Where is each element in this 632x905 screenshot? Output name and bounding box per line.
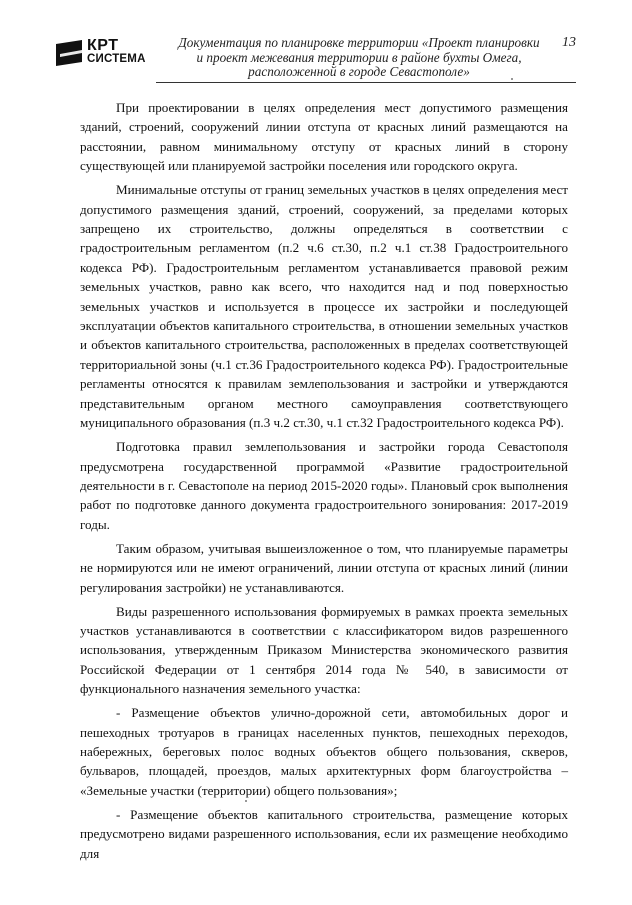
scan-speck bbox=[511, 78, 513, 80]
company-logo bbox=[56, 36, 154, 68]
document-title bbox=[164, 36, 554, 80]
page-header bbox=[56, 32, 576, 88]
logo-mark-icon bbox=[56, 40, 86, 66]
document-title-line: и проект межевания территории в районе бухты Омега, bbox=[196, 49, 522, 65]
paragraph: Виды разрешенного использования формируемых в рамках проекта земельных участков устанавливаются в соответствии с классификатором видов разрешенного использования, утвержденным Приказом Министерства экономического развития Российской Федерации от 1 сентября 2014 года № 540, в зависимости от функционального назначения земельного участка: bbox=[80, 603, 568, 697]
logo-text-line1: КРТ bbox=[87, 37, 119, 54]
document-title-line: расположенной в городе Севастополе» bbox=[248, 64, 470, 79]
document-title-line: Документация по планировке территории «Проект планировки bbox=[178, 35, 540, 50]
logo-text-line2: СИСТЕМА bbox=[87, 53, 146, 65]
paragraph: Минимальные отступы от границ земельных участков в целях определения мест допустимого размещения зданий, строений, сооружений, за пределами которых запрещено их строительство, должны определяться в соответствии с градостроительным регламентом (п.2 ч.6 ст.30, п.2 ч.1 ст.38 Градостроительного кодекса РФ). Градостроительным регламентом устанавливается правовой режим земельных участков, равно как всего, что находится над и под поверхностью земельных участков и используется в процессе их застройки и последующей эксплуатации объектов капитального строительства, в отношении земельных участков и объектов капитального строительства, расположенных в пределах соответствующей территориальной зоны (ч.1 ст.36 Градостроительного кодекса РФ). Градостроительные регламенты относятся к правилам землепользования и застройки и утверждаются представительным органом местного самоуправления соответствующего муниципального образования (п.3 ч.2 ст.30, ч.1 ст.32 Градостроительного кодекса РФ). bbox=[80, 182, 568, 431]
list-item: - Размещение объектов улично-дорожной сети, автомобильных дорог и пешеходных тротуаров в границах населенных пунктов, пешеходных переходов, набережных, береговых полос водных объектов общего пользования, скверов, бульваров, площадей, проездов, малых архитектурных форм благоустройства – «Земельные участки (территории) общего пользования»; bbox=[80, 705, 568, 798]
paragraph: Подготовка правил землепользования и застройки города Севастополя предусмотрена государственной программой «Развитие градостроительной деятельности в г. Севастополе на период 2015-2020 годы». Плановый срок выполнения работ по подготовке данного документа градостроительного зонирования: 2017-2019 годы. bbox=[80, 439, 568, 532]
scan-speck bbox=[245, 800, 247, 802]
page-number: 13 bbox=[562, 35, 576, 50]
paragraph: При проектировании в целях определения мест допустимого размещения зданий, строений, сооружений линии отступа от красных линий размещаются на расстоянии, равном минимальному отступу от красных линий в сторону существующей или планируемой застройки поселения или городского округа. bbox=[80, 100, 568, 174]
list-item: - Размещение объектов капитального строительства, размещение которых предусмотрено видами разрешенного использования, если их размещение необходимо для bbox=[80, 806, 568, 861]
paragraph: Таким образом, учитывая вышеизложенное о том, что планируемые параметры не нормируются или не имеют ограничений, линии отступа от красных линий (линии регулирования застройки) не устанавливаются. bbox=[80, 540, 568, 595]
document-body bbox=[80, 98, 568, 868]
header-divider bbox=[156, 82, 576, 83]
logo-text bbox=[87, 38, 146, 66]
